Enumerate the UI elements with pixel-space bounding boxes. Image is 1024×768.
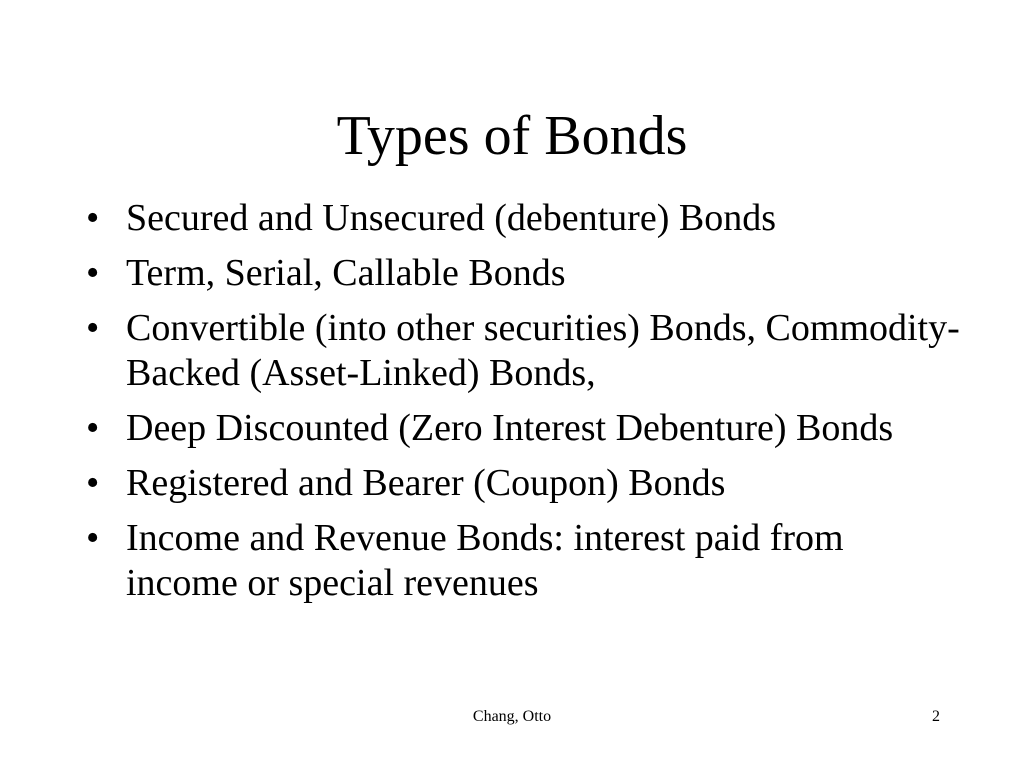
slide-title: Types of Bonds (336, 105, 688, 167)
bullet-text: Convertible (into other securities) Bonds, Commodity-Backed (Asset-Linked) Bonds, (126, 307, 960, 394)
bullet-text: Registered and Bearer (Coupon) Bonds (126, 462, 726, 504)
bullet-text: Income and Revenue Bonds: interest paid from income or special revenues (126, 517, 844, 604)
bullet-dot-icon: • (86, 517, 100, 559)
bullet-item (84, 406, 964, 451)
bullet-dot-icon: • (86, 462, 100, 504)
page-number: 2 (932, 708, 940, 725)
bullet-dot-icon: • (86, 307, 100, 349)
bullet-item (84, 306, 964, 396)
bullet-list (84, 196, 964, 616)
bullet-item (84, 516, 964, 606)
bullet-text: Deep Discounted (Zero Interest Debenture) Bonds (126, 407, 894, 449)
bullet-item (84, 461, 964, 506)
bullet-text: Term, Serial, Callable Bonds (126, 252, 566, 294)
bullet-dot-icon: • (86, 197, 100, 239)
bullet-dot-icon: • (86, 252, 100, 294)
bullet-item (84, 251, 964, 296)
footer-author: Chang, Otto (472, 708, 552, 725)
bullet-item (84, 196, 964, 241)
bullet-dot-icon: • (86, 407, 100, 449)
bullet-text: Secured and Unsecured (debenture) Bonds (126, 197, 776, 239)
